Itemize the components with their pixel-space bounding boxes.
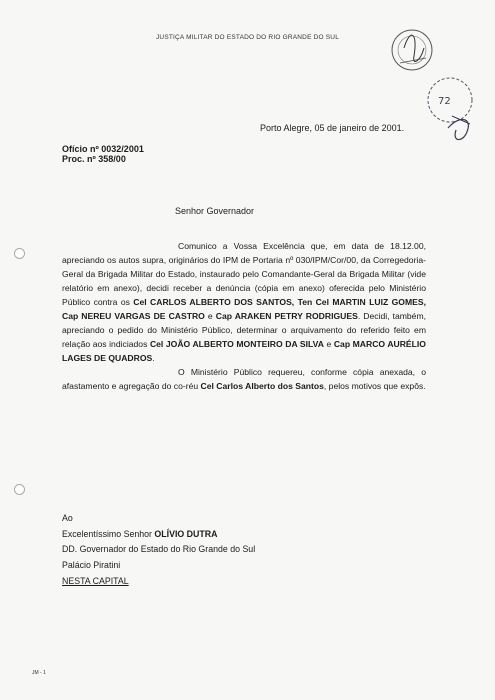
- institution-header: JUSTIÇA MILITAR DO ESTADO DO RIO GRANDE DO SUL: [155, 34, 340, 41]
- process-number: Proc. nº 358/00: [62, 154, 126, 164]
- stamp-and-signature-icon: [382, 18, 477, 158]
- svg-text:72: 72: [438, 96, 451, 107]
- oficio-number: Ofício nº 0032/2001: [62, 144, 144, 154]
- addressee-name: OLÍVIO DUTRA: [154, 528, 218, 539]
- paragraph-1: Comunico a Vossa Excelência que, em data de 18.12.00, apreciando os autos supra, originários do IPM de Portaria nº 030/IPM/Cor/00, da Corregedoria-Geral da Brigada Militar do Estado, instaurado pelo Comandante-Geral da Brigada Militar (vide relatório em anexo), decidi receber a denúncia (cópia em anexo) oferecida pelo Ministério Público contra os Cel CARLOS ALBERTO DOS SANTOS, Ten Cel MARTIN LUIZ GOMES, Cap NEREU VARGAS DE CASTRO e Cap ARAKEN PETRY RODRIGUES. Decidi, também, apreciando o pedido do Ministério Público, determinar o arquivamento do referido feito em relação aos indiciados Cel JOÃO ALBERTO MONTEIRO DA SILVA e Cap MARCO AURÉLIO LAGES DE QUADROS.: [62, 241, 426, 364]
- addressee-role: DD. Governador do Estado do Rio Grande do Sul: [62, 544, 256, 555]
- addressee-line: Excelentíssimo Senhor OLÍVIO DUTRA: [62, 528, 218, 539]
- form-code: JM - 1: [32, 670, 46, 676]
- addressee-city: NESTA CAPITAL: [62, 575, 129, 586]
- punch-hole-top: [14, 248, 25, 259]
- addressee-palace: Palácio Piratini: [62, 560, 121, 571]
- addressee-block: [62, 511, 255, 590]
- punch-hole-bottom: [14, 484, 25, 495]
- date-line: Porto Alegre, 05 de janeiro de 2001.: [260, 123, 405, 133]
- letter-body: [62, 239, 426, 394]
- salutation: Senhor Governador: [175, 206, 255, 216]
- paragraph-2: O Ministério Público requereu, conforme cópia anexada, o afastamento e agregação do co-réu Cel Carlos Alberto dos Santos, pelos motivos que expôs.: [62, 367, 426, 392]
- address-to: Ao: [62, 513, 73, 523]
